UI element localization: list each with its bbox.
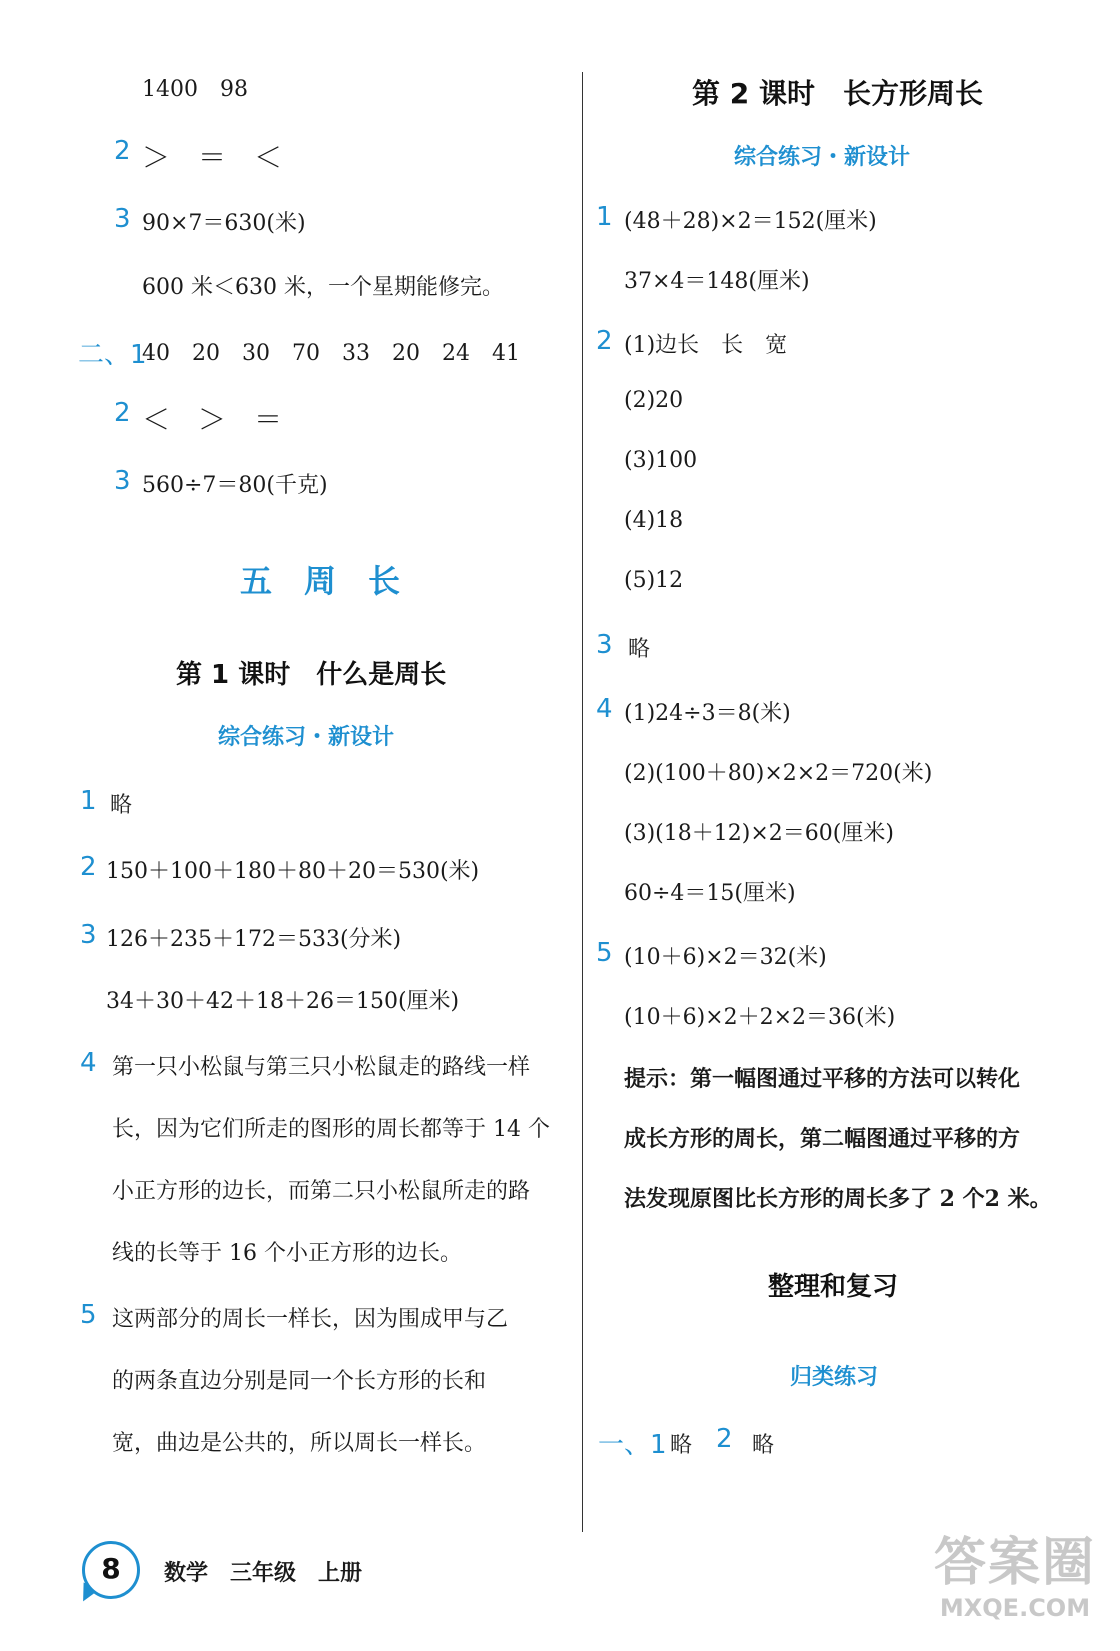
equation: 90×7＝630(米) bbox=[142, 211, 306, 236]
watermark bbox=[930, 1533, 1100, 1643]
number-answers: 40 20 30 70 33 20 24 41 bbox=[142, 341, 520, 366]
answer-text: (4)18 bbox=[624, 508, 684, 533]
line-1400-98: 1400 98 bbox=[142, 77, 248, 102]
section-subtitle: 综合练习・新设计 bbox=[218, 725, 395, 750]
equation: (1)24÷3＝8(米) bbox=[624, 701, 791, 726]
paragraph-line: 线的长等于 16 个小正方形的边长。 bbox=[112, 1241, 462, 1266]
answer-text: 略 bbox=[670, 1433, 693, 1458]
paragraph-line: 宽，曲边是公共的，所以周长一样长。 bbox=[112, 1431, 487, 1456]
answer-text: (3)100 bbox=[624, 448, 698, 473]
item-number: 4 bbox=[596, 694, 613, 724]
lesson-title: 第 1 课时 什么是周长 bbox=[176, 660, 447, 690]
review-subtitle: 归类练习 bbox=[790, 1365, 879, 1390]
paragraph-line: 小正方形的边长，而第二只小松鼠所走的路 bbox=[112, 1179, 531, 1204]
answer-text: 略 bbox=[628, 637, 651, 662]
hint-line: 法发现原图比长方形的周长多了 2 个2 米。 bbox=[624, 1186, 1052, 1212]
review-title: 整理和复习 bbox=[768, 1272, 899, 1302]
hint-line: 成长方形的周长，第二幅图通过平移的方 bbox=[624, 1126, 1021, 1152]
equation: (10＋6)×2＝32(米) bbox=[624, 945, 827, 970]
answer-sentence: 600 米＜630 米，一个星期能修完。 bbox=[142, 275, 504, 300]
book-title: 数学 三年级 上册 bbox=[164, 1561, 363, 1586]
item-number: 5 bbox=[80, 1300, 97, 1330]
section-number: 二、1 bbox=[78, 340, 147, 370]
equation: (3)(18＋12)×2＝60(厘米) bbox=[624, 821, 894, 846]
watermark-en: MXQE.COM bbox=[939, 1594, 1091, 1622]
answer-text: 略 bbox=[752, 1433, 775, 1458]
watermark-cn: 答案圈 bbox=[933, 1533, 1096, 1593]
equation: 34＋30＋42＋18＋26＝150(厘米) bbox=[106, 989, 460, 1014]
page-number: 8 bbox=[82, 1541, 140, 1599]
item-number: 4 bbox=[80, 1048, 97, 1078]
unit-title: 五 周 长 bbox=[240, 562, 401, 600]
equation: (10＋6)×2＋2×2＝36(米) bbox=[624, 1005, 896, 1030]
item-number: 2 bbox=[596, 326, 613, 356]
equation: 37×4＝148(厘米) bbox=[624, 269, 810, 294]
item-number: 3 bbox=[114, 204, 131, 234]
paragraph-line: 第一只小松鼠与第三只小松鼠走的路线一样 bbox=[112, 1055, 531, 1080]
answer-text: (2)20 bbox=[624, 388, 684, 413]
item-number: 2 bbox=[114, 136, 131, 166]
paragraph-line: 这两部分的周长一样长，因为围成甲与乙 bbox=[112, 1307, 509, 1332]
equation: 150＋100＋180＋80＋20＝530(米) bbox=[106, 859, 480, 884]
comparison-answers: ＜ ＞ ＝ bbox=[142, 403, 283, 436]
item-number: 5 bbox=[596, 938, 613, 968]
item-number: 2 bbox=[716, 1424, 733, 1454]
column-divider bbox=[582, 72, 583, 1532]
section-subtitle: 综合练习・新设计 bbox=[734, 145, 911, 170]
item-number: 3 bbox=[80, 920, 97, 950]
item-number: 3 bbox=[114, 466, 131, 496]
answer-text: (1)边长 长 宽 bbox=[624, 333, 788, 358]
answer-text: 略 bbox=[110, 793, 133, 818]
hint-line: 提示：第一幅图通过平移的方法可以转化 bbox=[624, 1066, 1021, 1092]
item-number: 1 bbox=[596, 202, 613, 232]
equation: 126＋235＋172＝533(分米) bbox=[106, 927, 402, 952]
equation: (2)(100＋80)×2×2＝720(米) bbox=[624, 761, 933, 786]
paragraph-line: 长，因为它们所走的图形的周长都等于 14 个 bbox=[112, 1117, 550, 1142]
item-number: 3 bbox=[596, 630, 613, 660]
answer-text: (5)12 bbox=[624, 568, 684, 593]
section-number: 一、1 bbox=[598, 1430, 667, 1460]
equation: 60÷4＝15(厘米) bbox=[624, 881, 796, 906]
paragraph-line: 的两条直边分别是同一个长方形的长和 bbox=[112, 1369, 487, 1394]
item-number: 1 bbox=[80, 786, 97, 816]
equation: (48＋28)×2＝152(厘米) bbox=[624, 209, 877, 234]
comparison-answers: ＞ ＝ ＜ bbox=[142, 141, 283, 174]
item-number: 2 bbox=[114, 398, 131, 428]
lesson-title: 第 2 课时 长方形周长 bbox=[692, 77, 983, 110]
equation: 560÷7＝80(千克) bbox=[142, 473, 328, 498]
item-number: 2 bbox=[80, 852, 97, 882]
